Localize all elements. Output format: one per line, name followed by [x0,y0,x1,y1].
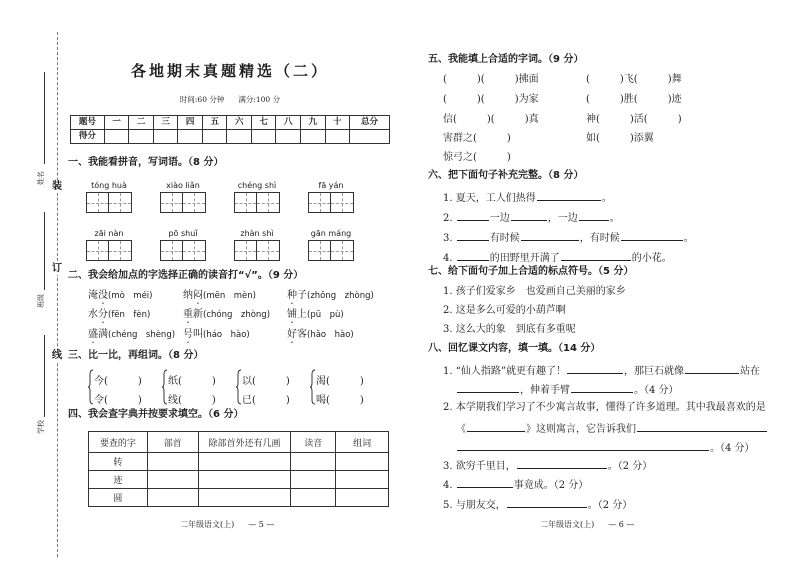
punctuation-item: 3. 这么大的象 到底有多重呢 [443,324,576,335]
word-part: 上 [297,309,307,320]
reading-choice-item [183,290,256,307]
compare-word-bottom: 线( ) [168,395,216,406]
score-table [70,115,390,144]
table-cell [147,471,198,489]
answer-blank [517,458,607,469]
sentence-text: 有时候 [489,233,520,244]
score-cell [301,130,326,144]
pinyin-word-box [234,179,280,213]
column-header: 组词 [336,432,389,453]
sentence-text: 。 [609,213,620,224]
score-header-cell: 总分 [350,116,390,130]
table-cell [291,453,336,471]
reading-choice-item [183,329,250,346]
sentence-text: ，一边 [547,213,578,224]
page-number: — 6 — [608,520,635,529]
score-cell [104,130,129,144]
dotted-char: 铺 [287,309,297,320]
compare-group [236,369,296,405]
word-part: 客 [297,329,307,340]
score-table-header-row [71,116,390,130]
writing-cell [109,240,132,261]
compare-word-top: 渴( ) [316,376,364,387]
pinyin-options: (fēn fèn) [108,310,151,320]
sentence-text: 。 [683,233,694,244]
name-label: 姓名 [37,171,45,185]
recall-text: 》这则寓言，它告诉我们 [526,424,636,435]
sentence-item [443,230,694,245]
pinyin-label: pō shuǐ [168,229,198,238]
idiom-fill-item: ( )( )拂面 [443,74,539,85]
answer-blank [637,421,767,432]
reading-choice-item [287,290,374,307]
section-4-heading: 四、我会查字典并按要求填空。（6 分） [68,409,244,420]
page-title: 各地期末真题精选（二） [130,62,329,80]
pinyin-options: (háo hào) [203,330,250,340]
dotted-char: 好 [287,329,297,340]
exam-info [70,95,390,105]
school-label: 学校 [37,420,45,434]
recall-text: 。（4 分） [634,385,679,396]
pinyin-label: chéng shì [237,181,277,190]
table-cell [147,489,198,507]
column-header: 部首 [147,432,198,453]
word-part: 纳 [183,290,193,301]
recall-text: ，伸着手臂 [520,385,570,396]
dotted-char: 种 [287,290,297,301]
binding-char-zhuang: 装 [52,181,62,192]
class-write-line [44,212,45,290]
table-cell [198,489,291,507]
reading-choice-item [183,309,270,326]
idiom-fill-item: 信( )( )真 [443,114,539,125]
idiom-fill-item: 如( )添翼 [586,133,654,144]
answer-blank [507,497,587,508]
word-part: 水 [88,309,98,320]
score-cell [129,130,154,144]
table-cell [147,453,198,471]
compare-group [162,369,222,405]
answer-blank [521,230,579,241]
score-cell [251,130,276,144]
table-cell [291,489,336,507]
word-part: 满 [98,329,108,340]
recall-item-continued [456,421,768,436]
answer-blank [457,477,513,488]
pinyin-word-box [86,179,132,213]
answer-blank [621,230,683,241]
sentence-text: 3. [443,233,453,244]
section-7-heading: 七、给下面句子加上合适的标点符号。（5 分） [428,266,634,277]
punctuation-item: 1. 孩子们爱家乡 也爱画自己美丽的家乡 [443,286,626,297]
writing-cell [308,192,331,213]
pinyin-options: (mēn mèn) [203,291,256,301]
section-3-heading: 三、比一比，再组词。（8 分） [68,350,204,361]
reading-choice-item [287,309,344,326]
idiom-fill-item: ( )飞( )舞 [586,74,682,85]
punctuation-item: 2. 这是多么可爱的小葫芦啊 [443,305,566,316]
score-header-cell: 四 [178,116,203,130]
score-header-cell: 八 [276,116,301,130]
recall-text: 2. 本学期我们学习了不少寓言故事，懂得了许多道理。其中我最喜欢的是 [443,402,766,413]
idiom-fill-item: 害群之( ) [443,133,511,144]
answer-blank [457,230,489,241]
reading-choice-item [88,309,150,326]
pinyin-options: (mò méi) [108,291,153,301]
sentence-item [443,190,612,205]
recall-item [443,363,760,378]
column-header: 读音 [291,432,336,453]
answer-blank [561,250,631,261]
writing-cell [183,240,206,261]
pinyin-word-box [160,227,206,261]
idiom-fill-item: ( )胜( )迹 [586,94,682,105]
sentence-item [443,210,620,225]
dotted-char: 号 [183,329,193,340]
score-header-cell: 题号 [71,116,105,130]
pinyin-word-box [86,227,132,261]
section-8-heading: 八、回忆课文内容，填一填。（14 分） [428,343,601,354]
reading-choice-item [88,329,175,346]
recall-text: 站在 [739,366,760,377]
writing-cell [183,192,206,213]
exam-time: 时间:60 分钟 [179,95,225,104]
sentence-text: 。 [601,193,612,204]
answer-blank [537,190,601,201]
writing-cell [160,192,183,213]
compare-group [88,369,148,405]
compare-group [310,369,370,405]
compare-word-bottom: 喝( ) [316,395,364,406]
writing-cell [331,240,354,261]
sentence-text: 1. 夏天，工人们热得 [443,193,536,204]
column-header: 除部首外还有几画 [198,432,291,453]
pinyin-label: fā yán [318,181,344,190]
section-5-heading: 五、我能填上合适的字词。（9 分） [428,54,584,65]
pinyin-label: gān máng [310,229,352,238]
word-part: 新 [193,309,203,320]
score-cell [227,130,252,144]
writing-cell [331,192,354,213]
compare-word-top: 纸( ) [168,376,216,387]
writing-cell [86,192,109,213]
footer-subject: 二年级语文(上) [180,520,235,529]
sentence-item [443,250,672,265]
page-footer-left [180,520,274,530]
answer-blank [579,210,609,221]
compare-word-top: 以( ) [242,376,290,387]
dictionary-table-header [89,432,389,453]
idiom-fill-item: 惊弓之( ) [443,152,511,163]
recall-item [443,458,652,473]
writing-cell [234,240,257,261]
score-header-cell: 六 [227,116,252,130]
recall-text: 4. [443,480,453,491]
compare-word-top: 今( ) [94,376,142,387]
score-header-cell: 十 [325,116,350,130]
answer-blank [457,440,709,451]
score-cell [276,130,301,144]
lookup-char: 圆 [89,489,148,507]
table-cell [336,453,389,471]
recall-item [443,477,588,492]
column-header: 要查的字 [89,432,148,453]
pinyin-options: (chéng shèng) [108,330,176,340]
answer-blank [511,210,547,221]
pinyin-options: (chóng zhòng) [203,310,271,320]
score-header-cell: 三 [153,116,178,130]
table-cell [198,453,291,471]
reading-choice-item [287,329,354,346]
score-header-cell: 五 [202,116,227,130]
pinyin-options: (zhǒng zhòng) [307,291,374,301]
sentence-text: 4. [443,253,453,264]
writing-cell [257,192,280,213]
pinyin-options: (pū pù) [307,310,344,320]
recall-text: 3. 欲穷千里目， [443,461,516,472]
table-cell [198,471,291,489]
page-footer-right [540,520,634,530]
score-header-cell: 九 [301,116,326,130]
pinyin-word-box [308,227,354,261]
pinyin-options: (hǎo hào) [307,330,354,340]
pinyin-word-box [308,179,354,213]
name-write-line [44,72,45,164]
dotted-char: 分 [98,309,108,320]
dotted-char: 闷 [193,290,203,301]
score-cell [178,130,203,144]
writing-cell [308,240,331,261]
recall-text: 事竟成。（2 分） [513,480,589,491]
answer-blank [457,210,489,221]
binding-char-xian: 线 [52,350,62,361]
answer-blank [567,363,623,374]
recall-item [443,402,766,414]
recall-text: ，那巨石就像 [623,366,684,377]
sentence-text: 一边 [489,213,510,224]
table-row [89,453,389,471]
reading-choice-item [88,290,152,307]
score-cell [350,130,390,144]
table-cell [336,489,389,507]
idiom-fill-item: ( )( )为家 [443,94,539,105]
section-6-heading: 六、把下面句子补充完整。（8 分） [428,170,584,181]
sentence-text: 2. [443,213,453,224]
school-write-line [44,335,45,417]
score-table-score-row [71,130,390,144]
section-1-heading: 一、我能看拼音，写词语。（8 分） [68,157,224,168]
idiom-fill-item: 神( )活( ) [586,114,682,125]
dotted-char: 没 [98,290,108,301]
writing-cell [160,240,183,261]
sentence-text: ，有时候 [579,233,620,244]
score-header-cell: 一 [104,116,129,130]
word-part: 叫 [193,329,203,340]
compare-word-bottom: 令( ) [94,395,142,406]
answer-blank [571,382,633,393]
recall-text: 。（4 分） [710,443,755,454]
pinyin-label: tóng huà [91,181,127,190]
exam-full-score: 满分:100 分 [238,95,281,104]
word-part: 子 [297,290,307,301]
dotted-char: 重 [183,309,193,320]
page-number: — 5 — [248,520,275,529]
pinyin-word-box [234,227,280,261]
lookup-char: 转 [89,453,148,471]
recall-item-continued [456,440,755,455]
table-cell [336,471,389,489]
dictionary-table [88,431,389,507]
writing-cell [234,192,257,213]
score-header-cell: 二 [129,116,154,130]
pinyin-label: xiào liǎn [166,181,200,190]
writing-cell [109,192,132,213]
dotted-char: 盛 [88,329,98,340]
binding-line [57,32,58,557]
recall-text: 1. “仙人指路”就更有趣了！ [443,366,566,377]
score-cell [153,130,178,144]
class-label: 班级 [37,294,45,308]
recall-text: 。（2 分） [607,461,653,472]
answer-blank [685,363,739,374]
footer-subject: 二年级语文(上) [540,520,595,529]
score-cell [202,130,227,144]
pinyin-label: zāi nàn [94,229,124,238]
sentence-text: 的田野里开满了 [489,253,560,264]
writing-cell [86,240,109,261]
recall-item-continued [456,382,679,397]
sentence-text: 的小花。 [631,253,672,264]
recall-text: 5. 与朋友交， [443,500,506,511]
writing-cell [257,240,280,261]
table-cell [291,471,336,489]
word-part: 淹 [88,290,98,301]
answer-blank [467,421,525,432]
recall-text: 。（2 分） [587,500,633,511]
score-row-label: 得分 [71,130,105,144]
answer-blank [457,382,519,393]
table-row [89,471,389,489]
pinyin-label: zhàn shì [240,229,274,238]
recall-text: 《 [456,424,466,435]
binding-char-ding: 订 [52,263,62,274]
recall-item [443,497,632,512]
lookup-char: 迹 [89,471,148,489]
score-cell [325,130,350,144]
answer-blank [457,250,489,261]
pinyin-word-box [160,179,206,213]
compare-word-bottom: 已( ) [242,395,290,406]
score-header-cell: 七 [251,116,276,130]
table-row [89,489,389,507]
section-2-heading: 二、我会给加点的字选择正确的读音打“√”。（9 分） [68,270,304,281]
